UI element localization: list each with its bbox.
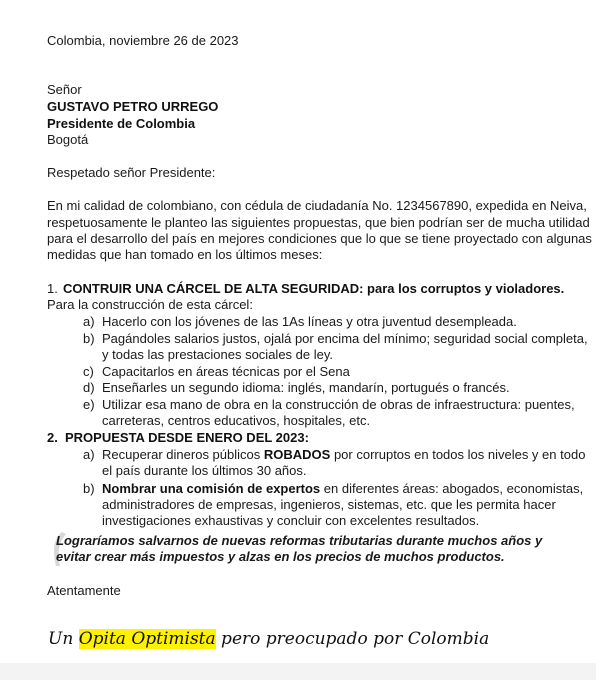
list-item-text: Enseñarles un segundo idioma: inglés, mandarín, portugués o francés. [102, 380, 510, 395]
text-run: por corruptos en todos los niveles y en todo [330, 447, 586, 462]
list-item-text: el país durante los últimos 30 años. [102, 463, 307, 478]
list-marker: c) [83, 364, 94, 379]
list-marker: b) [83, 331, 95, 346]
list-item-text: carreteras, centros educativos, hospitales, etc. [102, 413, 371, 428]
signature-text: Un [48, 629, 79, 649]
intro-line: para el desarrollo del país en mejores condiciones que lo que se tiene proyectado con algunas [47, 231, 592, 246]
list-marker: d) [83, 380, 95, 395]
text-run: Recuperar dineros públicos [102, 447, 264, 462]
text-run: en diferentes áreas: abogados, economistas, [320, 481, 584, 496]
list-marker: e) [83, 397, 95, 412]
closing: Atentamente [47, 583, 121, 598]
intro-line: medidas que han tomado en los últimos meses: [47, 247, 323, 262]
salutation: Señor [47, 82, 82, 97]
list-item-text: administradores de empresas, ingenieros, sistemas, etc. que les permita hacer [102, 497, 556, 512]
greeting: Respetado señor Presidente: [47, 165, 216, 180]
list-marker: a) [83, 314, 95, 329]
letter-date: Colombia, noviembre 26 de 2023 [47, 33, 239, 48]
intro-line: En mi calidad de colombiano, con cédula de ciudadanía No. 1234567890, expedida en Neiva, [47, 198, 587, 213]
recipient-title: Presidente de Colombia [47, 116, 196, 131]
list-item-text [102, 447, 585, 462]
intro-line: respetuosamente le planteo las siguientes propuestas, que bien podrían ser de mucha utilidad [47, 215, 590, 230]
signature-text: pero preocupado por Colombia [215, 629, 490, 649]
list-marker: a) [83, 447, 95, 462]
section-number: 1. [47, 281, 58, 296]
list-marker: b) [83, 481, 95, 496]
signature-highlight: Opita Optimista [78, 629, 216, 649]
quote-line: Lograríamos salvarnos de nuevas reformas tributarias durante muchos años y [56, 533, 543, 548]
list-item-text: Hacerlo con los jóvenes de las 1As líneas y otra juventud desempleada. [102, 314, 517, 329]
list-item-text: investigaciones exhaustivas y concluir con excelentes resultados. [102, 513, 480, 528]
section-1-subtitle: Para la construcción de esta cárcel: [47, 297, 253, 312]
text-run-bold: Nombrar una comisión de expertos [102, 481, 321, 496]
list-item-text: Utilizar esa mano de obra en la construcción de obras de infraestructura: puentes, [102, 397, 575, 412]
list-item-text: Capacitarlos en áreas técnicas por el Sena [102, 364, 350, 379]
section-2-heading [47, 430, 309, 445]
section-2-title: PROPUESTA DESDE ENERO DEL 2023: [65, 430, 309, 445]
section-number: 2. [47, 430, 58, 445]
page-footer-band [0, 663, 596, 680]
list-item-text: y todas las prestaciones sociales de ley. [102, 347, 333, 362]
list-item-text: Pagándoles salarios justos, ojalá por encima del mínimo; seguridad social completa, [102, 331, 588, 346]
text-run-bold: ROBADOS [263, 447, 331, 462]
section-1-title: CONTRUIR UNA CÁRCEL DE ALTA SEGURIDAD: para los corruptos y violadores. [63, 281, 565, 296]
signature [48, 629, 489, 649]
list-item-text [102, 481, 583, 496]
recipient-name: GUSTAVO PETRO URREGO [47, 99, 219, 114]
recipient-city: Bogotá [47, 132, 89, 147]
section-1-heading [47, 281, 564, 296]
quote-line: evitar crear más impuestos y alzas en los precios de muchos productos. [56, 549, 505, 564]
